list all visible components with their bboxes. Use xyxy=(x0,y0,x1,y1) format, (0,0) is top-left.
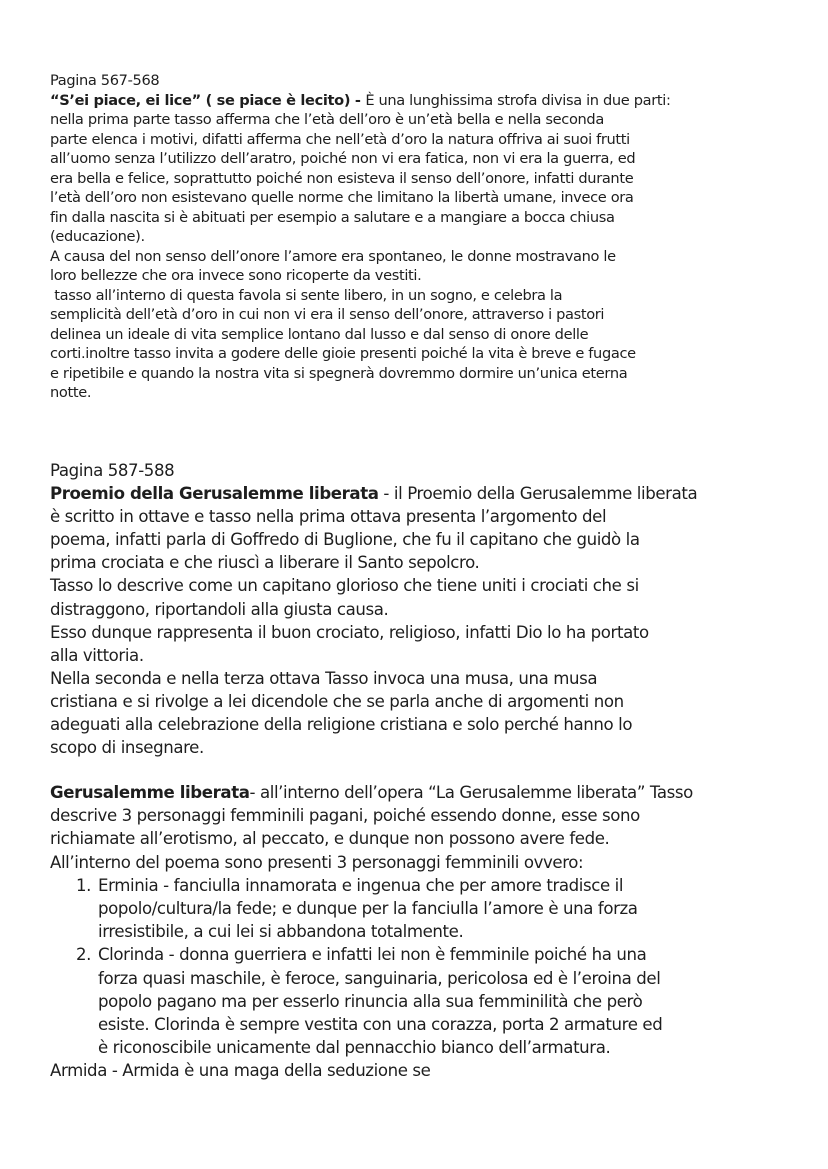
line-text: semplicità dell’età d’oro in cui non vi era il senso dell’onore, attraverso i pastori xyxy=(50,306,605,323)
text-line xyxy=(50,644,810,667)
line-text: era bella e felice, soprattutto poiché non esisteva il senso dell’onore, infatti durante xyxy=(50,169,634,187)
line-text: loro bellezze che ora invece sono ricoperte da vestiti. xyxy=(50,267,422,284)
line-text: Esso dunque rappresenta il buon crociato, religioso, infatti Dio lo ha portato xyxy=(50,622,649,642)
section-pagina-567-568 xyxy=(50,71,810,403)
line-text: alla vittoria. xyxy=(50,645,144,665)
line-text: - all’interno dell’opera “La Gerusalemme liberata” Tasso xyxy=(249,783,693,802)
text-line xyxy=(50,804,810,827)
text-line xyxy=(50,897,810,920)
text-line xyxy=(50,551,810,574)
text-line xyxy=(50,227,810,247)
line-text: adeguati alla celebrazione della religione cristiana e solo perché hanno lo xyxy=(50,715,633,735)
line-text: poema, infatti parla di Goffredo di Buglione, che fu il capitano che guidò la xyxy=(50,530,640,550)
text-line xyxy=(50,621,810,644)
bold-heading: Gerusalemme liberata xyxy=(50,783,250,802)
text-line xyxy=(50,344,810,364)
text-line xyxy=(50,110,810,130)
text-line xyxy=(50,574,810,597)
text-line xyxy=(50,736,810,759)
text-line xyxy=(50,364,810,384)
text-line xyxy=(50,459,810,482)
line-text: Clorinda - donna guerriera e infatti lei non è femminile poiché ha una xyxy=(98,945,647,965)
text-line xyxy=(50,1013,810,1036)
line-text: nella prima parte tasso afferma che l’età dell’oro è un’età bella e nella seconda xyxy=(50,111,604,128)
line-text: è scritto in ottave e tasso nella prima ottava presenta l’argomento del xyxy=(50,507,607,527)
text-line xyxy=(50,1036,810,1059)
line-text: e ripetibile e quando la nostra vita si spegnerà dovremmo dormire un’unica eterna xyxy=(50,364,628,382)
line-text: - il Proemio della Gerusalemme liberata xyxy=(378,484,698,504)
line-text: Tasso lo descrive come un capitano glorioso che tiene uniti i crociati che si xyxy=(50,576,639,596)
text-line xyxy=(50,1059,810,1082)
text-line xyxy=(50,990,810,1013)
text-line xyxy=(50,71,810,91)
text-line xyxy=(50,598,810,621)
line-text: delinea un ideale di vita semplice lontano dal lusso e dal senso di onore delle xyxy=(50,325,589,343)
text-line xyxy=(50,967,810,990)
line-text: A causa del non senso dell’onore l’amore era spontaneo, le donne mostravano le xyxy=(50,247,616,265)
text-line xyxy=(50,851,810,874)
text-line xyxy=(50,781,810,804)
bold-heading: “S’ei piace, ei lice” ( se piace è lecito) - xyxy=(50,91,366,109)
text-line xyxy=(50,169,810,189)
line-text: Nella seconda e nella terza ottava Tasso invoca una musa, una musa xyxy=(50,668,598,688)
text-line xyxy=(50,305,810,325)
list-item xyxy=(50,943,810,966)
text-line xyxy=(50,325,810,345)
line-text: (educazione). xyxy=(50,228,145,245)
text-line xyxy=(50,91,810,111)
text-line xyxy=(50,383,810,403)
list-number: 1. xyxy=(76,875,92,895)
text-line xyxy=(50,188,810,208)
list-item xyxy=(50,874,810,897)
text-line xyxy=(50,713,810,736)
line-text: all’uomo senza l’utilizzo dell’aratro, poiché non vi era fatica, non vi era la guerra, ed xyxy=(50,150,636,167)
line-text: Pagina 587-588 xyxy=(50,461,175,480)
text-line xyxy=(50,149,810,169)
line-text: cristiana e si rivolge a lei dicendole che se parla anche di argomenti non xyxy=(50,691,624,711)
line-text: Pagina 567-568 xyxy=(50,72,160,89)
line-text: parte elenca i motivi, difatti afferma che nell’età d’oro la natura offriva ai suoi frutti xyxy=(50,130,630,148)
text-line xyxy=(50,827,810,850)
section-pagina-587-588 xyxy=(50,459,810,759)
line-text: fin dalla nascita si è abituati per esempio a salutare e a mangiare a bocca chiusa xyxy=(50,208,615,226)
text-line xyxy=(50,920,810,943)
text-line xyxy=(50,247,810,267)
line-text: scopo di insegnare. xyxy=(50,738,204,758)
bold-heading: Proemio della Gerusalemme liberata xyxy=(50,484,379,504)
line-text: prima crociata e che riuscì a liberare il Santo sepolcro. xyxy=(50,553,480,573)
list-number: 2. xyxy=(76,945,92,965)
text-line xyxy=(50,208,810,228)
line-text: tasso all’interno di questa favola si sente libero, in un sogno, e celebra la xyxy=(50,286,563,304)
line-text: forza quasi maschile, è feroce, sanguinaria, pericolosa ed è l’eroina del xyxy=(98,968,661,988)
line-text: distraggono, riportandoli alla giusta causa. xyxy=(50,599,389,619)
line-text: corti.inoltre tasso invita a godere delle gioie presenti poiché la vita è breve e fugace xyxy=(50,345,636,362)
line-text: È una lunghissima strofa divisa in due parti: xyxy=(365,91,671,109)
text-line xyxy=(50,130,810,150)
line-text: è riconoscibile unicamente dal pennacchio bianco dell’armatura. xyxy=(98,1038,611,1058)
line-text: popolo/cultura/la fede; e dunque per la fanciulla l’amore è una forza xyxy=(98,899,638,919)
line-text: Armida - Armida è una maga della seduzione se xyxy=(50,1061,431,1081)
text-line xyxy=(50,286,810,306)
line-text: notte. xyxy=(50,384,92,401)
text-line xyxy=(50,505,810,528)
line-text: esiste. Clorinda è sempre vestita con una corazza, porta 2 armature ed xyxy=(98,1015,663,1035)
line-text: descrive 3 personaggi femminili pagani, poiché essendo donne, esse sono xyxy=(50,806,640,826)
text-line xyxy=(50,667,810,690)
text-line xyxy=(50,690,810,713)
text-line xyxy=(50,266,810,286)
section-gerusalemme-liberata xyxy=(50,781,810,1083)
line-text: Erminia - fanciulla innamorata e ingenua che per amore tradisce il xyxy=(98,875,624,895)
text-line xyxy=(50,482,810,505)
line-text: All’interno del poema sono presenti 3 personaggi femminili ovvero: xyxy=(50,852,584,872)
line-text: irresistibile, a cui lei si abbandona totalmente. xyxy=(98,922,464,942)
line-text: richiamate all’erotismo, al peccato, e dunque non possono avere fede. xyxy=(50,829,610,849)
line-text: popolo pagano ma per esserlo rinuncia alla sua femminilità che però xyxy=(98,991,643,1011)
text-line xyxy=(50,528,810,551)
line-text: l’età dell’oro non esistevano quelle norme che limitano la libertà umane, invece ora xyxy=(50,189,634,206)
